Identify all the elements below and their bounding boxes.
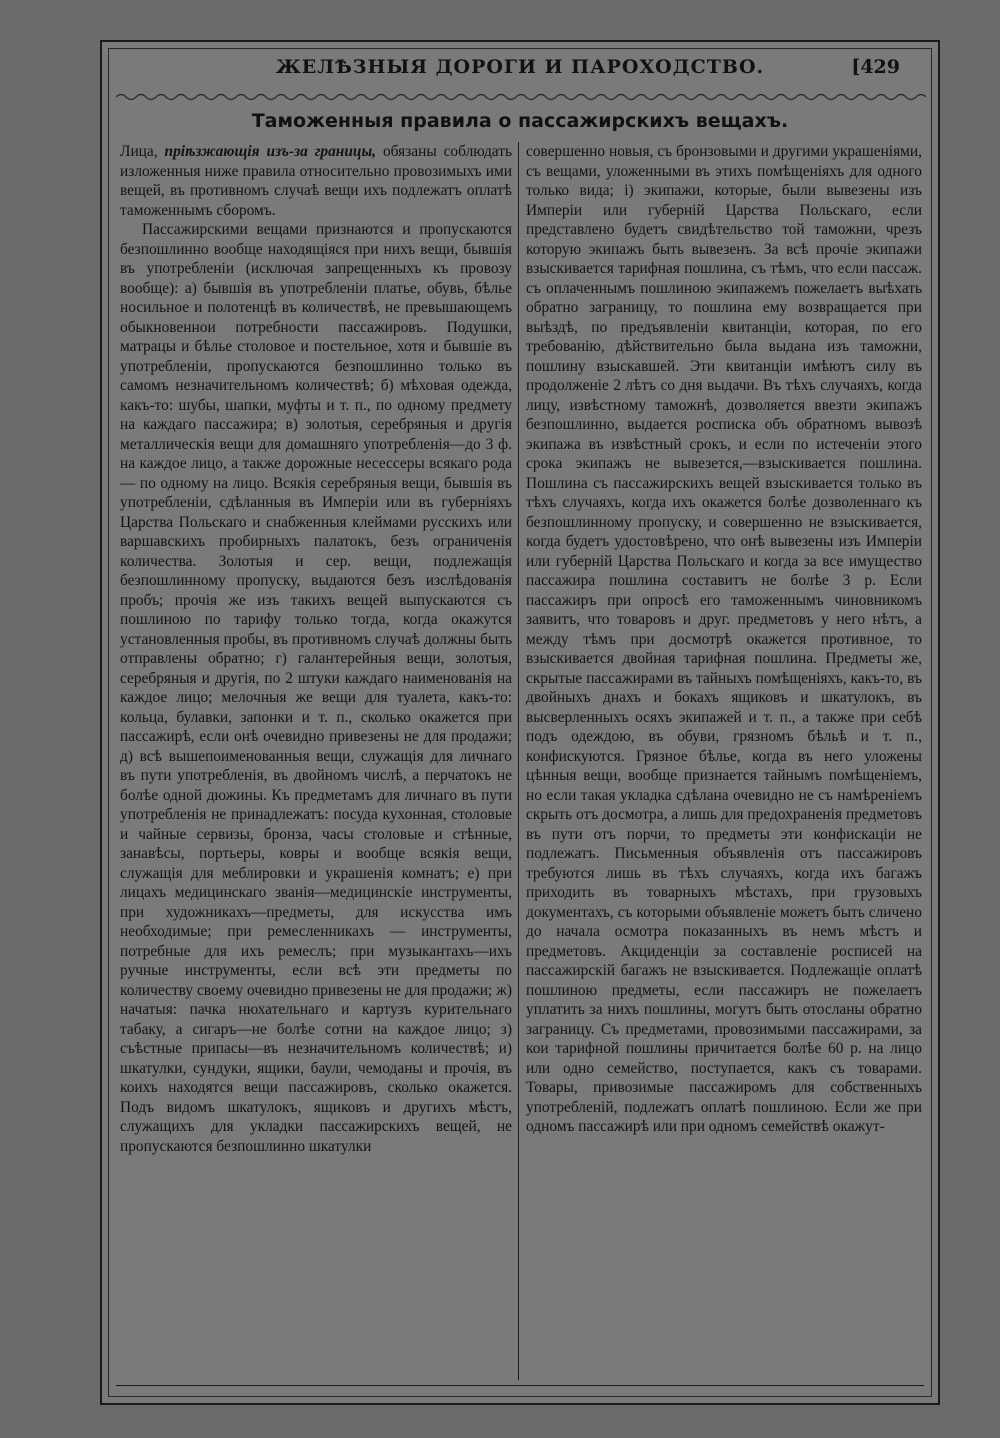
lead-italic-phrase: пріѣзжающія изъ-за границы, (164, 143, 376, 160)
decorative-wavy-rule (116, 92, 926, 102)
left-column (120, 142, 512, 1392)
intro-rest: обязаны соблюдать изложенныя ниже правила относительно провозимыхъ ими вещей, въ противномъ случаѣ вещи ихъ подлежатъ оплатѣ таможеннымъ сборомъ. (120, 143, 512, 219)
page (100, 40, 940, 1405)
article-title: Таможенныя правила о пассажирскихъ вещахъ. (251, 110, 789, 132)
continued-paragraph: совершенно новыя, съ бронзовыми и другими украшеніями, съ вещами, уложенными въ этихъ помѣщеніяхъ для одного только вида; і) экипажи, которые, были вывезены изъ Имперіи или губерній Царства Польскаго, если представлено будетъ свидѣтельство той таможни, чрезъ которую экипажъ быть вывезенъ. За всѣ прочіе экипажи взыскивается тарифная пошлина, съ тѣмъ, что если пассаж. съ оплаченнымъ пошлиною экипажемъ пожелаетъ выѣхать обратно заграницу, то пошлина ему возвращается при выѣздѣ, по предъявленіи квитанціи, которая, по его требованію, дѣйствительно была выдана изъ таможни, пошлину взыскавшей. Эти квитанціи имѣютъ силу въ продолженіе 2 лѣтъ со дня выдачи. Въ тѣхъ случаяхъ, когда лицу, извѣстному таможнѣ, дозволяется ввезти экипажъ безпошлинно, выдается росписка объ обратномъ вывозѣ экипажа въ извѣстный срокъ, и если по истеченіи этого срока экипажъ не вывезется,—взыскивается пошлина. Пошлина съ пассажирскихъ вещей взыскивается только въ тѣхъ случаяхъ, когда ихъ окажется болѣе дозволеннаго къ безпошлинному пропуску, и совершенно не взыскивается, когда будетъ удостовѣрено, что онѣ вывезены изъ Имперіи или губерній Царства Польскаго и когда за все имущество пассажира пошлина составитъ не болѣе 3 р. Если пассажиръ при опросѣ его таможеннымъ чиновникомъ заявитъ, что товаровъ и друг. предметовъ у него нѣтъ, а между тѣмъ при досмотрѣ окажется противное, то взыскивается двойная тарифная пошлина. Предметы же, скрытые пассажирами въ тайныхъ помѣщеніяхъ, какъ-то, въ двойныхъ днахъ и бокахъ ящиковъ и шкатулокъ, въ высверленныхъ осяхъ экипажей и т. п., а также при себѣ подъ одеждою, въ обуви, грязномъ бѣльѣ и т. п., конфискуются. Грязное бѣлье, когда въ него уложены цѣнныя вещи, вообще признается тайнымъ помѣщеніемъ, но если такая укладка сдѣлана очевидно не съ намѣреніемъ скрыть отъ досмотра, а лишь для предохраненія предметовъ въ пути отъ порчи, то предметы эти конфискаціи не подлежатъ. Письменныя объявленія отъ пассажировъ требуются лишь въ тѣхъ случаяхъ, когда ихъ багажъ приходить въ товарныхъ мѣстахъ, при грузовыхъ документахъ, съ которыми объявленіе можетъ быть сличено до начала осмотра показанныхъ въ немъ мѣстъ и предметовъ. Акциденціи за составленіе росписей на пассажирскій багажъ не взыскивается. Подлежащіе оплатѣ пошлиною предметы, если пассажиръ не пожелаетъ уплатить за нихъ пошлины, могутъ быть отосланы обратно заграницу. Съ предметами, провозимыми пассажирами, за кои тарифной пошлины причитается болѣе 60 р. на лицо или одно семейство, поступается, какъ съ товарами. Товары, привозимые пассажиромъ для собственныхъ употребленій, подлежатъ оплатѣ пошлиною. Если же при одномъ пассажирѣ или при одномъ семействѣ окажут- (526, 143, 922, 1135)
running-head (102, 56, 938, 86)
running-title: ЖЕЛѢЗНЫЯ ДОРОГИ И ПАРОХОДСТВО. (275, 56, 765, 78)
right-column (526, 142, 922, 1392)
page-number: [429 (851, 56, 900, 78)
lead-word: Лица, (120, 143, 158, 160)
bottom-rule (116, 1385, 924, 1386)
intro-paragraph (120, 142, 512, 220)
passenger-items-paragraph: Пассажирскими вещами признаются и пропускаются безпошлинно вообще находящіяся при нихъ вещи, бывшія въ употребленіи (исключая запрещенныхъ къ провозу вообще): а) бывшія въ употребленіи платье, обувь, бѣлье носильное и полотенцѣ въ количествѣ, не превышающемъ обыкновеннои потребности пассажировъ. Подушки, матрацы и бѣлье столовое и постельное, хотя и бывшіе въ употребленіи, пропускаются безпошлинно только въ самомъ незначительномъ количествѣ; б) мѣховая одежда, какъ-то: шубы, шапки, муфты и т. п., по одному предмету на каждаго пассажира; в) золотыя, серебряныя и другія металлическія вещи для домашняго употребленія—до 3 ф. на каждое лицо, а также дорожные несессеры всякаго рода — по одному на лицо. Всякія серебряныя вещи, бывшія въ употребленіи, сдѣланныя въ Имперіи или въ губерніяхъ Царства Польскаго и снабженныя клеймами русскихъ или варшавскихъ пробирныхъ палатокъ, безъ ограниченія количества. Золотыя и сер. вещи, подлежащія безпошлинному пропуску, выдаются безъ изслѣдованія пробъ; прочія же изъ такихъ вещей выпускаются съ пошлиною по тарифу только тогда, когда окажутся установленныя пробы, въ противномъ случаѣ должны быть отправлены обратно; г) галантерейныя вещи, золотыя, серебряныя и другія, по 2 штуки каждаго наименованія на каждое лицо; мелочныя же вещи для туалета, какъ-то: кольца, булавки, запонки и т. п., сколько окажется при пассажирѣ, если онѣ очевидно привезены не для продажи; д) всѣ вышепоименованныя вещи, служащія для личнаго въ пути употребленія, въ двойномъ числѣ, а перчатокъ не болѣе одной дюжины. Къ предметамъ для личнаго въ пути употребленія не принадлежатъ: посуда кухонная, столовые и чайные сервизы, бронза, часы столовые и стѣнные, занавѣсы, портьеры, ковры и вообще всякія вещи, служащія для меблировки и украшенія комнатъ; е) при лицахъ медицинскаго званія—медицинскіе инструменты, при художникахъ—предметы, для искусства имъ необходимые; при ремесленникахъ — инструменты, потребные для ихъ ремеслъ; при музыкантахъ—ихъ ручные инструменты, если всѣ эти предметы по количеству своему очевидно привезены не для продажи; ж) начатыя: пачка нюхательнаго и картузъ курительнаго табаку, а сигаръ—не болѣе сотни на каждое лицо; з) съѣстные припасы—въ незначительномъ количествѣ; и) шкатулки, сундуки, ящики, баули, чемоданы и прочія, въ коихъ находятся вещи пассажировъ, сколько окажется. Подъ видомъ шкатулокъ, ящиковъ и другихъ мѣстъ, служащихъ для укладки пассажирскихъ вещей, не пропускаются безпошлинно шкатулки (120, 221, 512, 1155)
column-divider (518, 142, 519, 1380)
